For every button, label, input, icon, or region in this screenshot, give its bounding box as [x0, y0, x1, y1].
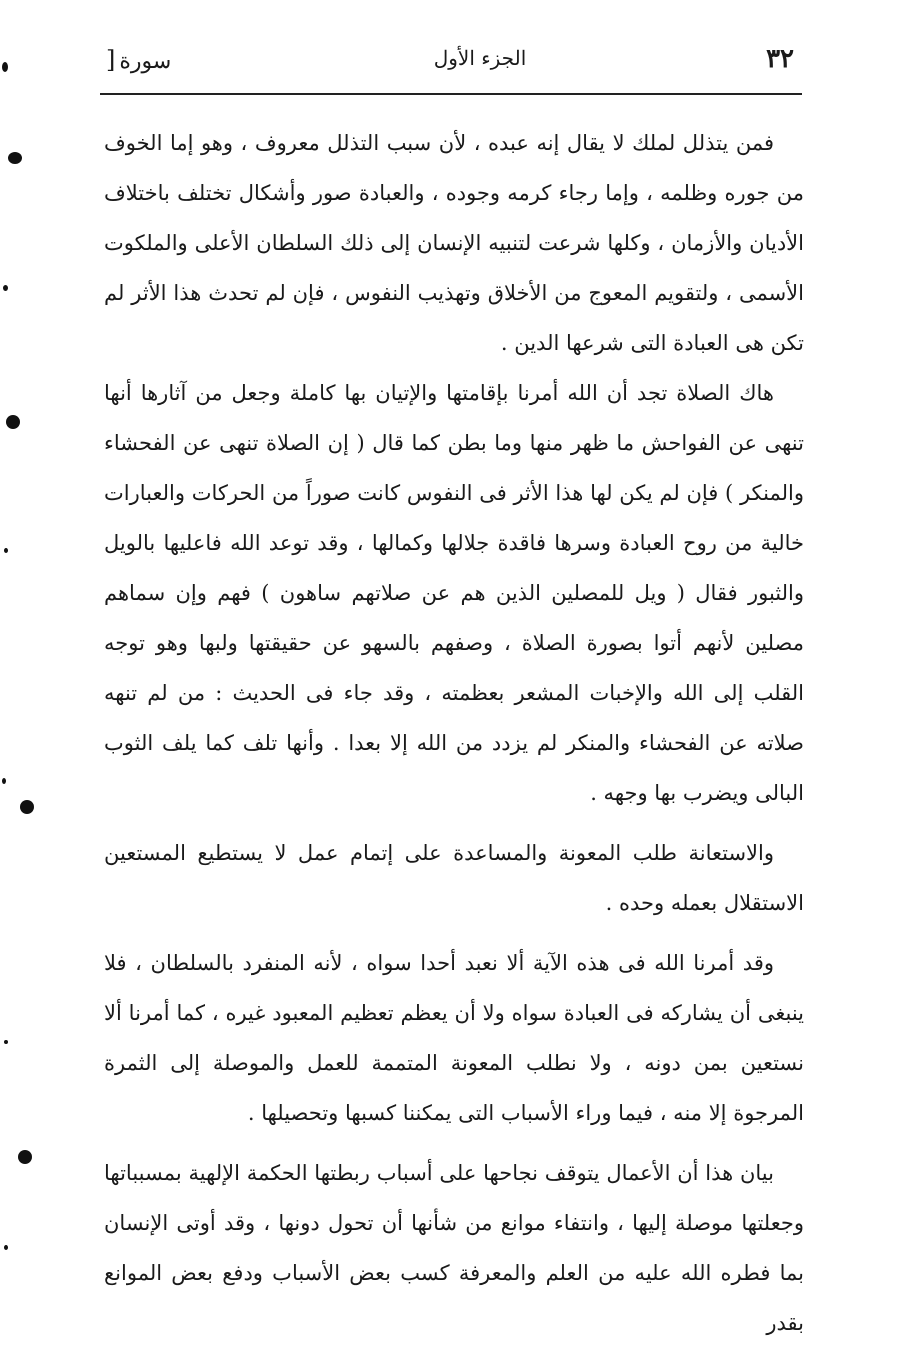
paragraph-2: هاك الصلاة تجد أن الله أمرنا بإقامتها والإتيان بها كاملة وجعل من آثارها أنها تنهى عن الفواحش ما ظهر منها وما بطن كما قال ( إن الصلاة تنهى عن الفحشاء والمنكر ) فإن لم يكن لها هذا الأثر فى النفوس كانت صوراً من الحركات والعبارات خالية من روح العبادة وسرها فاقدة جلالها وكمالها ، وقد توعد الله فاعليها بالويل والثبور فقال ( ويل للمصلين الذين هم عن صلاتهم ساهون ) فهم وإن سماهم مصلين لأنهم أتوا بصورة الصلاة ، وصفهم بالسهو عن حقيقتها ولبها وهو توجه القلب إلى الله والإخبات المشعر بعظمته ، وقد جاء فى الحديث : من لم تنهه صلاته عن الفحشاء والمنكر لم يزدد من الله إلا بعدا . وأنها تلف كما يلف الثوب البالى ويضرب بها وجهه . — [104, 381, 804, 805]
running-title: الجزء الأول — [433, 46, 527, 70]
page-header — [100, 44, 800, 84]
scan-speck — [8, 152, 22, 164]
scan-speck — [4, 1040, 8, 1044]
scan-speck — [4, 548, 8, 553]
scan-speck — [2, 778, 6, 784]
page-number: ٣٢ — [766, 44, 794, 74]
scan-speck — [20, 800, 34, 814]
scan-speck — [18, 1150, 32, 1164]
paragraph-5: بيان هذا أن الأعمال يتوقف نجاحها على أسباب ربطتها الحكمة الإلهية بمسبباتها وجعلتها موصلة إليها ، وانتفاء موانع من شأنها أن تحول دونها ، وقد أوتى الإنسان بما فطره الله عليه من العلم والمعرفة كسب بعض الأسباب ودفع بعض الموانع بقدر — [104, 1161, 804, 1335]
surah-label — [106, 46, 171, 74]
paragraph-3: والاستعانة طلب المعونة والمساعدة على إتمام عمل لا يستطيع المستعين الاستقلال بعمله وحده . — [104, 841, 804, 915]
scan-speck — [3, 285, 8, 291]
scan-speck — [6, 415, 20, 429]
surah-bracket: [ — [106, 46, 116, 74]
surah-label-text: سورة — [119, 49, 172, 74]
scan-speck — [2, 62, 8, 72]
paragraph-4: وقد أمرنا الله فى هذه الآية ألا نعبد أحدا سواه ، لأنه المنفرد بالسلطان ، فلا ينبغى أن يشاركه فى العبادة سواه ولا أن يعظم تعظيم المعبود غيره ، كما أمرنا ألا نستعين بمن دونه ، ولا نطلب المعونة المتممة للعمل والموصلة إلى الثمرة المرجوة إلا منه ، فيما وراء الأسباب التى يمكننا كسبها وتحصيلها . — [104, 951, 804, 1125]
header-rule — [100, 93, 802, 95]
paragraph-1: فمن يتذلل لملك لا يقال إنه عبده ، لأن سبب التذلل معروف ، وهو إما الخوف من جوره وظلمه ، وإما رجاء كرمه وجوده ، والعبادة صور وأشكال تختلف باختلاف الأديان والأزمان ، وكلها شرعت لتنبيه الإنسان إلى ذلك السلطان الأعلى والملكوت الأسمى ، ولتقويم المعوج من الأخلاق وتهذيب النفوس ، فإن لم تحدث هذا الأثر لم تكن هى العبادة التى شرعها الدين . — [104, 131, 804, 355]
body-text — [104, 118, 804, 1348]
scan-speck — [4, 1245, 8, 1250]
